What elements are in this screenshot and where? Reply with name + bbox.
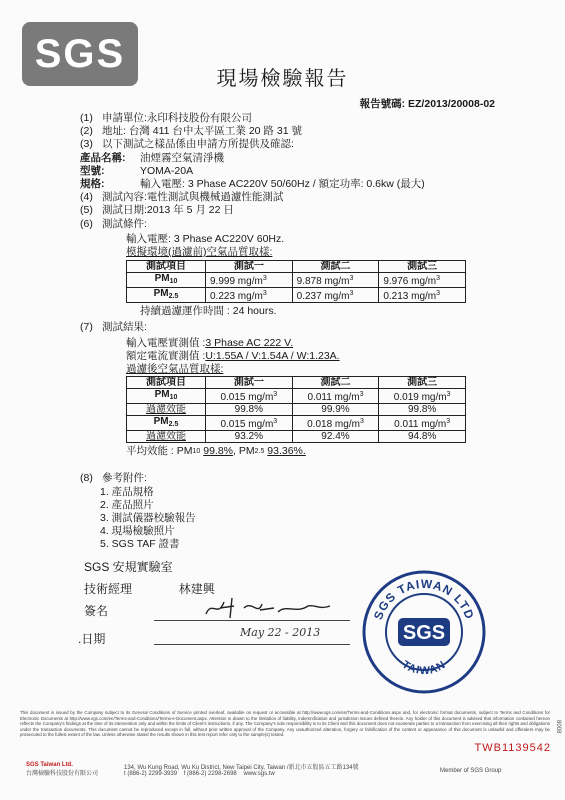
list-item: 2. 產品照片 bbox=[100, 498, 154, 511]
header-cell: 測試三 bbox=[379, 377, 466, 389]
value-cell: 9.878 $mg/m^3$ bbox=[292, 273, 379, 288]
sgs-seal-stamp bbox=[358, 566, 490, 698]
list-item: 4. 現場檢驗照片 bbox=[100, 525, 175, 538]
list-item: 1. 產品規格 bbox=[100, 485, 154, 498]
member-note: Member of SGS Group bbox=[440, 768, 502, 774]
serial-number: TWB1139542 bbox=[474, 742, 551, 754]
svg-text:TAIWAN: TAIWAN bbox=[399, 658, 449, 678]
specification: 規格: 輸入電壓: 3 Phase AC220V 50/60Hz / 額定功率: 0.6kw (最大) bbox=[80, 178, 425, 191]
svg-text:SGS: SGS bbox=[402, 622, 446, 644]
value-cell: 0.018 $mg/m^3$ bbox=[292, 416, 379, 431]
condition-voltage: 輸入電壓: 3 Phase AC220V 60Hz. bbox=[126, 232, 285, 245]
item-test-conditions: (6) 測試條件: bbox=[80, 217, 147, 230]
report-number-label: 報告號碼: bbox=[359, 98, 406, 110]
table-row bbox=[127, 288, 466, 303]
report-number bbox=[360, 96, 495, 111]
date-label: .日期 bbox=[78, 632, 106, 646]
signature-label: 簽名 bbox=[84, 604, 109, 618]
condition-sample-label: 模擬環境(過濾前)空氣品質取樣: bbox=[126, 246, 273, 259]
lab-signoff bbox=[78, 556, 215, 650]
header-cell: 測試一 bbox=[206, 377, 293, 389]
company-names: SGS Taiwan Ltd. 台灣檢驗科技股份有限公司 bbox=[26, 762, 99, 777]
table-row bbox=[127, 431, 466, 443]
average-efficiency: 平均效能 : PM 10 99.8% , PM 2.5 93.36%. bbox=[126, 445, 306, 458]
manager-row: 技術經理 林建興 bbox=[84, 582, 215, 596]
company-address: 134, Wu Kung Road, Wu Ku District, New Taipei City, Taiwan /新北市五股區五工路134號 t (886-2) 2299-3939 f (886-2) 2298-2698 www.sgs.tw bbox=[124, 765, 359, 777]
row-label: 過濾效能 bbox=[127, 431, 206, 443]
row-label: $PM_{10}$ bbox=[127, 389, 206, 404]
value-cell: 99.8% bbox=[379, 404, 466, 416]
product-name: 產品名稱: 油煙霧空氣清淨機 bbox=[80, 151, 224, 164]
header-cell: 測試一 bbox=[206, 261, 293, 273]
row-label: $PM_{2.5}$ bbox=[127, 288, 206, 303]
sgs-logo: SGS bbox=[22, 22, 138, 86]
result-sample-label: 過濾後空氣品質取樣: bbox=[126, 363, 224, 376]
pre-filter-table bbox=[126, 260, 466, 303]
row-label: 過濾效能 bbox=[127, 404, 206, 416]
item-test-results: (7) 測試結果: bbox=[80, 321, 147, 334]
side-code: 8008 bbox=[555, 720, 561, 734]
report-body bbox=[80, 112, 500, 552]
date-line bbox=[154, 644, 350, 645]
value-cell: 0.019 $mg/m^3$ bbox=[379, 389, 466, 404]
value-cell: 9.999 $mg/m^3$ bbox=[206, 273, 293, 288]
handwritten-date: May 22 - 2013 bbox=[240, 626, 321, 639]
header-cell: 測試項目 bbox=[127, 261, 206, 273]
value-cell: 0.237 $mg/m^3$ bbox=[292, 288, 379, 303]
value-cell: 0.213 $mg/m^3$ bbox=[379, 288, 466, 303]
post-filter-table bbox=[126, 376, 466, 443]
value-cell: 0.011 $mg/m^3$ bbox=[379, 416, 466, 431]
item-sample-note: (3) 以下測試之樣品係由申請方所提供及確認: bbox=[80, 138, 294, 151]
row-label: $PM_{2.5}$ bbox=[127, 416, 206, 431]
report-number-value: EZ/2013/20008-02 bbox=[408, 98, 495, 110]
value-cell: 93.2% bbox=[206, 431, 293, 443]
header-cell: 測試二 bbox=[292, 377, 379, 389]
header-cell: 測試二 bbox=[292, 261, 379, 273]
value-cell: 92.4% bbox=[292, 431, 379, 443]
report-title: 現場檢驗報告 bbox=[216, 66, 349, 90]
model-number: 型號: YOMA-20A bbox=[80, 164, 194, 177]
table-row bbox=[127, 273, 466, 288]
table-row bbox=[127, 389, 466, 404]
list-item: 3. 測試儀器校驗報告 bbox=[100, 512, 196, 525]
item-address: (2) 地址: 台灣 411 台中太平區工業 20 路 31 號 bbox=[80, 125, 302, 138]
header-cell: 測試項目 bbox=[127, 377, 206, 389]
table-row bbox=[127, 416, 466, 431]
item-attachments: (8) 參考附件: bbox=[80, 472, 147, 485]
value-cell: 0.011 $mg/m^3$ bbox=[292, 389, 379, 404]
svg-text:SGS TAIWAN LTD: SGS TAIWAN LTD bbox=[370, 576, 478, 622]
value-cell: 0.223 $mg/m^3$ bbox=[206, 288, 293, 303]
footer-bar bbox=[20, 760, 550, 784]
item-applicant: (1) 申請單位: 永印科技股份有限公司 bbox=[80, 112, 252, 124]
row-label: $PM_{10}$ bbox=[127, 273, 206, 288]
table-header-row bbox=[127, 377, 466, 389]
legal-disclaimer: This document is issued by the Company subject to its General Conditions of Service printed overleaf, available on request or accessible at http://www.sgs.com/en/Terms-and-Conditions.aspx and, for electronic format documents, subject to Terms and Conditions for Electronic Documents at http://www.sgs.com/en/Terms-and-Conditions/Terms-e-Document.aspx. Attention is drawn to the limitation of liability, indemnification and jurisdiction issues defined therein. Any holder of this document is advised that information contained hereon reflects the Company's findings at the time of its intervention only and within the limits of Client's instructions, if any. The Company's sole responsibility is to its Client and this document does not exonerate parties to a transaction from exercising all their rights and obligations under the transaction documents. This document cannot be reproduced except in full, without prior written approval of the Company. Any unauthorized alteration, forgery or falsification of the content or appearance of this document is unlawful and offenders may be prosecuted to the fullest extent of the law. Unless otherwise stated the results shown in this test report refer only to the sample(s) tested. bbox=[20, 710, 550, 738]
list-item: 5. SGS TAF 證書 bbox=[100, 538, 180, 551]
value-cell: 0.015 $mg/m^3$ bbox=[206, 416, 293, 431]
attachment-list bbox=[80, 486, 500, 552]
item-test-content: (4) 測試內容:電性測試與機械過濾性能測試 bbox=[80, 191, 284, 204]
result-current: 額定電流實測值 : U:1.55A / V:1.54A / W:1.23A. bbox=[126, 349, 340, 362]
header-cell: 測試三 bbox=[379, 261, 466, 273]
value-cell: 99.9% bbox=[292, 404, 379, 416]
result-voltage: 輸入電壓實測值 : 3 Phase AC 222 V. bbox=[126, 336, 294, 349]
manager-name: 林建興 bbox=[178, 582, 215, 596]
table-row bbox=[127, 404, 466, 416]
lab-name: SGS 安規實驗室 bbox=[84, 560, 173, 574]
handwritten-signature bbox=[200, 594, 340, 622]
table-header-row bbox=[127, 261, 466, 273]
item-test-date: (5) 測試日期:2013 年 5 月 22 日 bbox=[80, 204, 234, 217]
value-cell: 9.976 $mg/m^3$ bbox=[379, 273, 466, 288]
run-time: 持續過濾運作時間 : 24 hours. bbox=[140, 305, 277, 318]
value-cell: 99.8% bbox=[206, 404, 293, 416]
value-cell: 94.8% bbox=[379, 431, 466, 443]
value-cell: 0.015 $mg/m^3$ bbox=[206, 389, 293, 404]
